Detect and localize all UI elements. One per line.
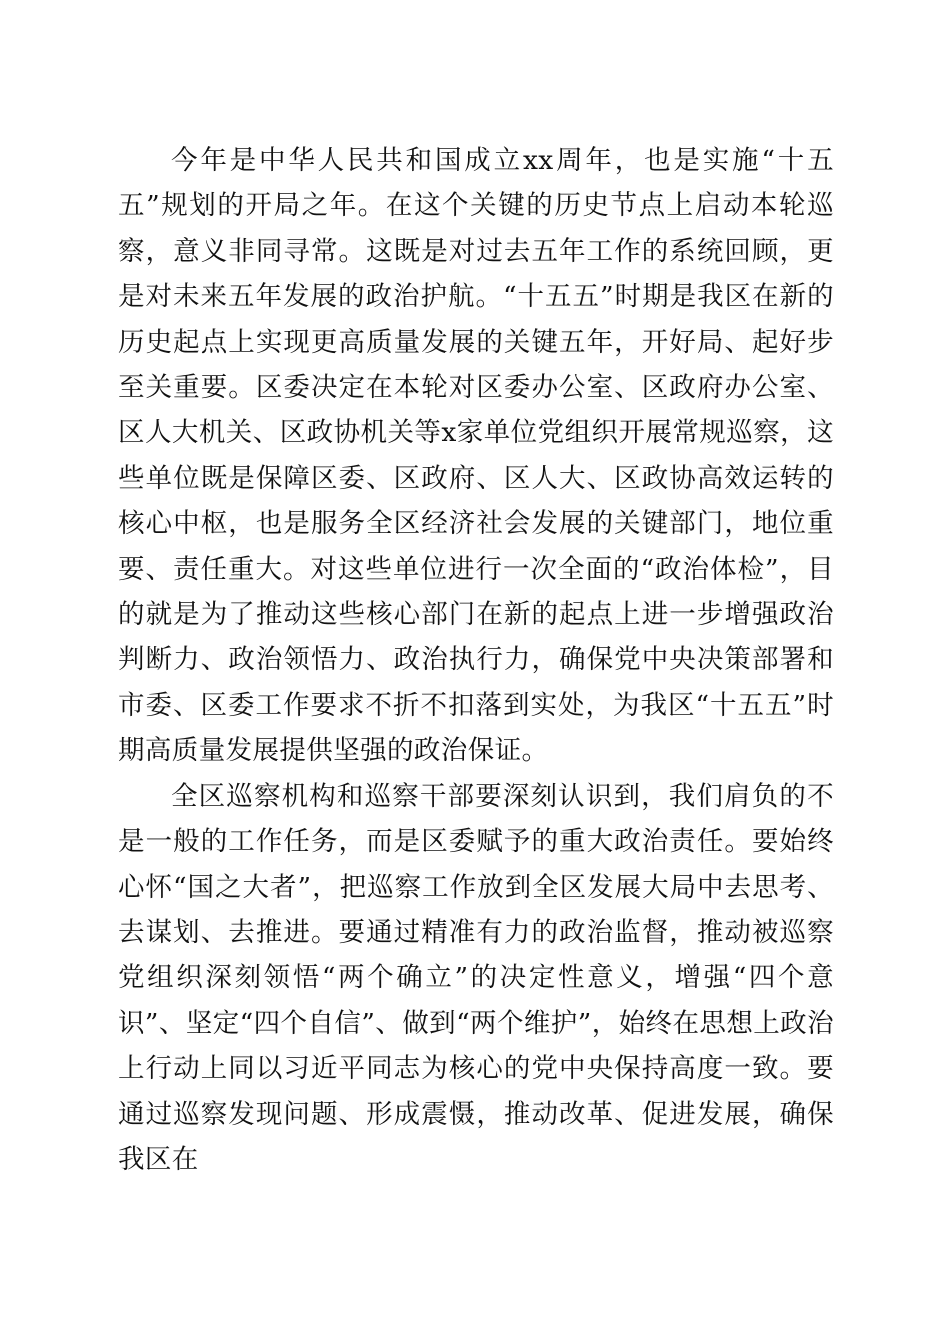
- paragraph-1: 今年是中华人民共和国成立xx周年，也是实施“十五五”规划的开局之年。在这个关键的历史节点上启动本轮巡察，意义非同寻常。这既是对过去五年工作的系统回顾，更是对未来五年发展的政治护航。“十五五”时期是我区在新的历史起点上实现更高质量发展的关键五年，开好局、起好步至关重要。区委决定在本轮对区委办公室、区政府办公室、区人大机关、区政协机关等x家单位党组织开展常规巡察，这些单位既是保障区委、区政府、区人大、区政协高效运转的核心中枢，也是服务全区经济社会发展的关键部门，地位重要、责任重大。对这些单位进行一次全面的“政治体检”，目的就是为了推动这些核心部门在新的起点上进一步增强政治判断力、政治领悟力、政治执行力，确保党中央决策部署和市委、区委工作要求不折不扣落到实处，为我区“十五五”时期高质量发展提供坚强的政治保证。: [118, 145, 834, 767]
- document-body: [118, 138, 834, 1182]
- paragraph-2: 全区巡察机构和巡察干部要深刻认识到，我们肩负的不是一般的工作任务，而是区委赋予的重大政治责任。要始终心怀“国之大者”，把巡察工作放到全区发展大局中去思考、去谋划、去推进。要通过精准有力的政治监督，推动被巡察党组织深刻领悟“两个确立”的决定性意义，增强“四个意识”、坚定“四个自信”、做到“两个维护”，始终在思想上政治上行动上同以习近平同志为核心的党中央保持高度一致。要通过巡察发现问题、形成震慑，推动改革、促进发展，确保我区在: [118, 780, 834, 1175]
